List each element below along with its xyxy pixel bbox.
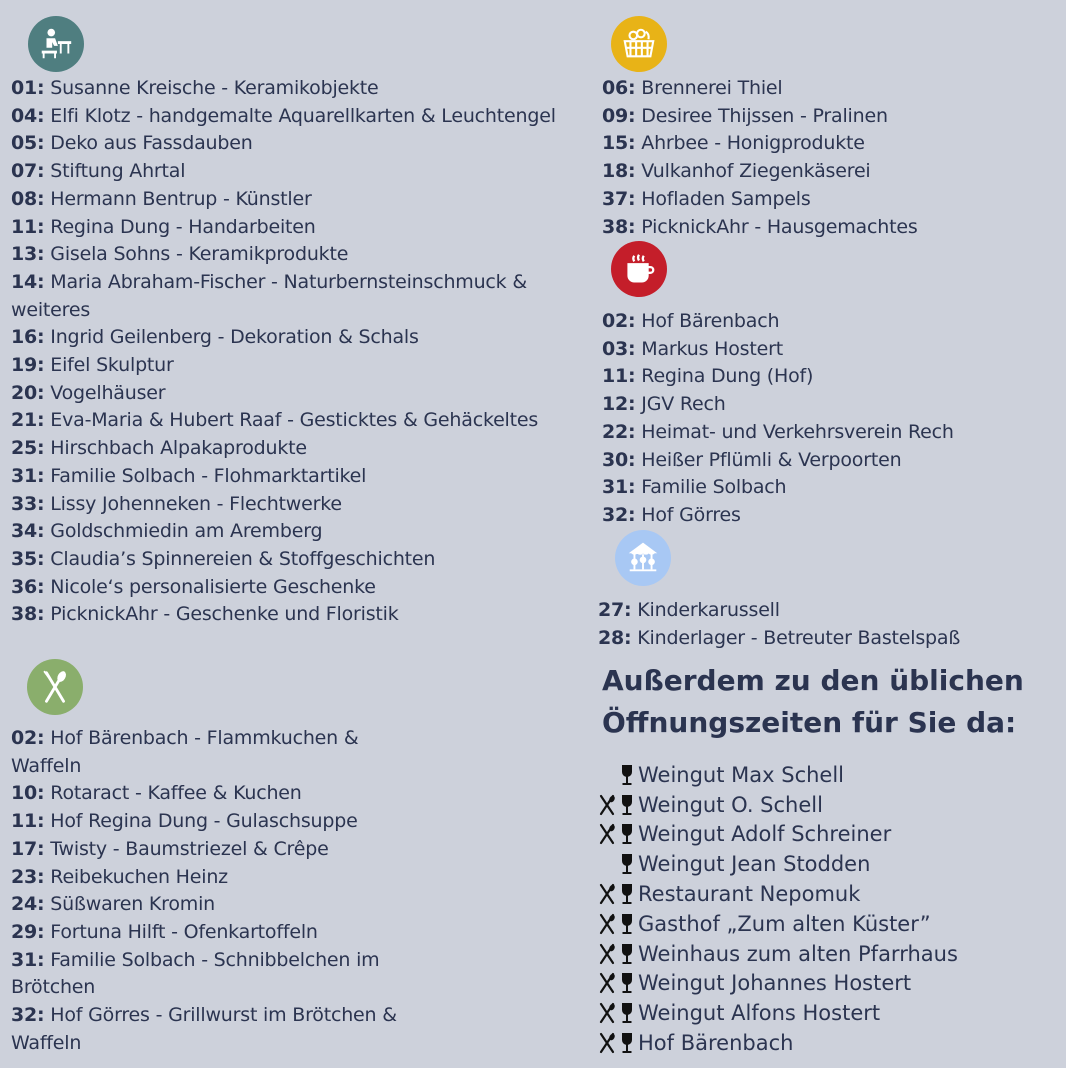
stand-label: JGV Rech bbox=[635, 393, 726, 416]
list-item bbox=[11, 518, 571, 546]
stand-number: 01: bbox=[11, 77, 45, 99]
extra-list bbox=[598, 760, 958, 1058]
venue-name: Hof Bärenbach bbox=[638, 1031, 794, 1056]
stand-label: Familie Solbach - Flohmarktartikel bbox=[44, 464, 367, 487]
venue-item bbox=[598, 909, 958, 939]
list-item bbox=[11, 435, 571, 463]
stand-label: Eva-Maria & Hubert Raaf - Gesticktes & Gehäckeltes bbox=[44, 409, 539, 432]
stand-number: 10: bbox=[11, 782, 45, 805]
list-item bbox=[11, 352, 571, 380]
cutlery-icon bbox=[598, 913, 616, 935]
stand-label: Heimat- und Verkehrsverein Rech bbox=[635, 420, 954, 443]
list-item bbox=[598, 625, 1038, 653]
stand-label: Lissy Johenneken - Flechtwerke bbox=[44, 492, 342, 515]
stand-label: Ingrid Geilenberg - Dekoration & Schals bbox=[44, 326, 419, 349]
stand-number: 30: bbox=[602, 448, 636, 471]
artisan-icon bbox=[28, 16, 84, 72]
stand-number: 19: bbox=[11, 354, 45, 377]
list-item bbox=[602, 336, 1042, 364]
list-item bbox=[11, 75, 571, 103]
venue-name: Restaurant Nepomuk bbox=[638, 882, 861, 907]
list-item bbox=[11, 130, 571, 158]
stand-label: Heißer Pflümli & Verpoorten bbox=[635, 448, 902, 471]
stand-number: 22: bbox=[602, 420, 636, 443]
stand-number: 28: bbox=[598, 626, 632, 649]
cutlery-icon bbox=[598, 794, 616, 816]
list-item bbox=[602, 447, 1042, 475]
list-item bbox=[11, 103, 571, 131]
list-item bbox=[602, 103, 1042, 131]
venue-item bbox=[598, 879, 958, 909]
stand-number: 12: bbox=[602, 393, 636, 416]
list-item bbox=[11, 1002, 411, 1057]
stand-label: Regina Dung (Hof) bbox=[635, 365, 814, 388]
cutlery-icon bbox=[598, 943, 616, 965]
stand-number: 31: bbox=[11, 464, 45, 487]
stand-label: Kinderkarussell bbox=[631, 599, 780, 621]
stand-label: Desiree Thijssen - Pralinen bbox=[635, 104, 888, 127]
list-item bbox=[602, 474, 1042, 502]
wine-glass-icon bbox=[620, 1032, 634, 1054]
venue-icons bbox=[598, 883, 638, 905]
stand-label: Claudia’s Spinnereien & Stoffgeschichten bbox=[44, 547, 436, 570]
venue-item bbox=[598, 820, 958, 850]
stand-label: Deko aus Fassdauben bbox=[44, 132, 253, 155]
venue-icons bbox=[598, 1002, 638, 1024]
stand-number: 32: bbox=[602, 503, 636, 526]
stand-number: 18: bbox=[602, 160, 636, 183]
stand-number: 25: bbox=[11, 437, 45, 460]
list-item bbox=[11, 491, 571, 519]
venue-name: Weingut Alfons Hostert bbox=[638, 1001, 881, 1026]
wine-glass-icon bbox=[620, 972, 634, 994]
stand-label: Maria Abraham-Fischer - Naturbernsteinschmuck & weiteres bbox=[11, 270, 527, 321]
list-item bbox=[11, 324, 571, 352]
venue-icons bbox=[598, 823, 638, 845]
kids-list bbox=[598, 597, 1038, 652]
list-item bbox=[602, 308, 1042, 336]
food-list bbox=[11, 725, 411, 1057]
stand-label: Rotaract - Kaffee & Kuchen bbox=[44, 782, 302, 805]
wine-glass-icon bbox=[620, 764, 634, 786]
stand-label: Kinderlager - Betreuter Bastelspaß bbox=[631, 626, 961, 649]
stand-number: 13: bbox=[11, 243, 45, 266]
stand-number: 27: bbox=[598, 599, 632, 621]
stand-number: 38: bbox=[602, 215, 636, 238]
stand-number: 33: bbox=[11, 492, 45, 515]
stand-number: 11: bbox=[11, 215, 45, 238]
stand-label: Eifel Skulptur bbox=[44, 354, 174, 377]
venue-icons bbox=[598, 853, 638, 875]
list-item bbox=[11, 463, 571, 491]
venue-item bbox=[598, 790, 958, 820]
stand-label: Familie Solbach bbox=[635, 476, 787, 499]
stand-number: 29: bbox=[11, 920, 45, 943]
stand-label: Markus Hostert bbox=[635, 337, 783, 360]
venue-icons bbox=[598, 913, 638, 935]
stand-number: 20: bbox=[11, 381, 45, 404]
list-item bbox=[602, 186, 1042, 214]
wine-glass-icon bbox=[620, 883, 634, 905]
empty-icon-slot bbox=[598, 853, 616, 875]
empty-icon-slot bbox=[598, 764, 616, 786]
stand-label: Hof Görres bbox=[635, 503, 741, 526]
list-item bbox=[11, 780, 411, 808]
list-item bbox=[602, 502, 1042, 530]
list-item bbox=[11, 808, 411, 836]
venue-icons bbox=[598, 764, 638, 786]
stand-number: 31: bbox=[11, 948, 45, 971]
stand-label: PicknickAhr - Hausgemachtes bbox=[635, 215, 918, 238]
stand-number: 23: bbox=[11, 865, 45, 888]
stand-number: 11: bbox=[11, 810, 45, 833]
stand-label: Hermann Bentrup - Künstler bbox=[44, 187, 312, 210]
wine-glass-icon bbox=[620, 943, 634, 965]
stand-label: Familie Solbach - Schnibbelchen im Brötchen bbox=[11, 948, 380, 999]
stand-number: 11: bbox=[602, 365, 636, 388]
venue-icons bbox=[598, 943, 638, 965]
list-item bbox=[11, 947, 411, 1002]
stand-number: 07: bbox=[11, 160, 45, 183]
list-item bbox=[11, 891, 411, 919]
stand-number: 32: bbox=[11, 1004, 45, 1027]
cutlery-icon bbox=[598, 823, 616, 845]
list-item bbox=[11, 407, 571, 435]
venue-item bbox=[598, 760, 958, 790]
stand-label: Vulkanhof Ziegenkäserei bbox=[635, 160, 871, 183]
list-item bbox=[602, 75, 1042, 103]
venue-icons bbox=[598, 972, 638, 994]
market-list bbox=[602, 75, 1042, 241]
stand-number: 02: bbox=[11, 727, 45, 749]
list-item bbox=[11, 241, 571, 269]
drinks-list bbox=[602, 308, 1042, 530]
venue-item bbox=[598, 998, 958, 1028]
list-item bbox=[602, 391, 1042, 419]
cutlery-icon bbox=[598, 883, 616, 905]
basket-icon bbox=[611, 16, 667, 72]
stand-number: 08: bbox=[11, 187, 45, 210]
list-item bbox=[11, 380, 571, 408]
stand-label: Elfi Klotz - handgemalte Aquarellkarten & Leuchtengel bbox=[44, 104, 556, 127]
stand-label: Gisela Sohns - Keramikprodukte bbox=[44, 243, 349, 266]
crafts-list bbox=[11, 75, 571, 629]
list-item bbox=[602, 158, 1042, 186]
stand-label: Stiftung Ahrtal bbox=[44, 160, 186, 183]
venue-name: Weingut Max Schell bbox=[638, 762, 845, 787]
stand-number: 15: bbox=[602, 132, 636, 155]
venue-item bbox=[598, 1028, 958, 1058]
list-item bbox=[11, 158, 571, 186]
venue-name: Weinhaus zum alten Pfarrhaus bbox=[638, 941, 958, 966]
stand-label: Regina Dung - Handarbeiten bbox=[44, 215, 316, 238]
stand-number: 17: bbox=[11, 837, 45, 860]
stand-label: Brennerei Thiel bbox=[635, 77, 783, 99]
list-item bbox=[602, 214, 1042, 242]
list-item bbox=[11, 601, 571, 629]
stand-label: Süßwaren Kromin bbox=[44, 893, 216, 916]
stand-label: PicknickAhr - Geschenke und Floristik bbox=[44, 603, 399, 626]
stand-number: 16: bbox=[11, 326, 45, 349]
stand-label: Hof Bärenbach bbox=[635, 310, 780, 332]
stand-label: Reibekuchen Heinz bbox=[44, 865, 228, 888]
list-item bbox=[11, 186, 571, 214]
stand-number: 35: bbox=[11, 547, 45, 570]
stand-label: Nicole‘s personalisierte Geschenke bbox=[44, 575, 376, 598]
cutlery-icon bbox=[598, 972, 616, 994]
stand-number: 24: bbox=[11, 893, 45, 916]
venue-name: Weingut Johannes Hostert bbox=[638, 971, 912, 996]
wine-glass-icon bbox=[620, 1002, 634, 1024]
stand-label: Hof Görres - Grillwurst im Brötchen & Waffeln bbox=[11, 1004, 397, 1054]
cutlery-icon bbox=[598, 1002, 616, 1024]
hot-cup-icon bbox=[611, 241, 667, 297]
stand-label: Hirschbach Alpakaprodukte bbox=[44, 437, 307, 460]
list-item bbox=[602, 363, 1042, 391]
list-item bbox=[11, 919, 411, 947]
stand-number: 03: bbox=[602, 337, 636, 360]
list-item bbox=[11, 836, 411, 864]
stand-number: 05: bbox=[11, 132, 45, 155]
stand-number: 34: bbox=[11, 520, 45, 543]
cutlery-icon bbox=[598, 1032, 616, 1054]
wine-glass-icon bbox=[620, 794, 634, 816]
stand-label: Hof Bärenbach - Flammkuchen & Waffeln bbox=[11, 727, 359, 777]
stand-number: 06: bbox=[602, 77, 636, 99]
stand-number: 09: bbox=[602, 104, 636, 127]
cutlery-icon bbox=[27, 659, 83, 715]
list-item bbox=[602, 419, 1042, 447]
stand-label: Susanne Kreische - Keramikobjekte bbox=[44, 77, 379, 99]
list-item bbox=[11, 574, 571, 602]
stand-number: 14: bbox=[11, 270, 45, 293]
stand-number: 36: bbox=[11, 575, 45, 598]
list-item bbox=[11, 269, 571, 324]
list-item bbox=[602, 130, 1042, 158]
venue-name: Weingut O. Schell bbox=[638, 792, 823, 817]
wine-glass-icon bbox=[620, 853, 634, 875]
wine-glass-icon bbox=[620, 913, 634, 935]
venue-name: Weingut Adolf Schreiner bbox=[638, 822, 892, 847]
stand-number: 02: bbox=[602, 310, 636, 332]
stand-label: Ahrbee - Honigprodukte bbox=[635, 132, 865, 155]
stand-label: Fortuna Hilft - Ofenkartoffeln bbox=[44, 920, 318, 943]
stand-number: 31: bbox=[602, 476, 636, 499]
venue-icons bbox=[598, 794, 638, 816]
stand-label: Hof Regina Dung - Gulaschsuppe bbox=[44, 810, 358, 833]
venue-item bbox=[598, 939, 958, 969]
list-item bbox=[11, 864, 411, 892]
list-item bbox=[11, 214, 571, 242]
stand-number: 37: bbox=[602, 187, 636, 210]
stand-label: Hofladen Sampels bbox=[635, 187, 811, 210]
stand-label: Goldschmiedin am Aremberg bbox=[44, 520, 323, 543]
carousel-icon bbox=[615, 530, 671, 586]
stand-label: Vogelhäuser bbox=[44, 381, 166, 404]
list-item bbox=[11, 725, 411, 780]
stand-number: 04: bbox=[11, 104, 45, 127]
stand-label: Twisty - Baumstriezel & Crêpe bbox=[44, 837, 329, 860]
list-item bbox=[11, 546, 571, 574]
venue-icons bbox=[598, 1032, 638, 1054]
stand-number: 38: bbox=[11, 603, 45, 626]
venue-item bbox=[598, 969, 958, 999]
list-item bbox=[598, 597, 1038, 625]
venue-name: Gasthof „Zum alten Küster” bbox=[638, 911, 931, 936]
venue-item bbox=[598, 849, 958, 879]
venue-name: Weingut Jean Stodden bbox=[638, 852, 871, 877]
stand-number: 21: bbox=[11, 409, 45, 432]
wine-glass-icon bbox=[620, 823, 634, 845]
extra-section-title: Außerdem zu den üblichen Öffnungszeiten für Sie da: bbox=[602, 664, 1024, 739]
